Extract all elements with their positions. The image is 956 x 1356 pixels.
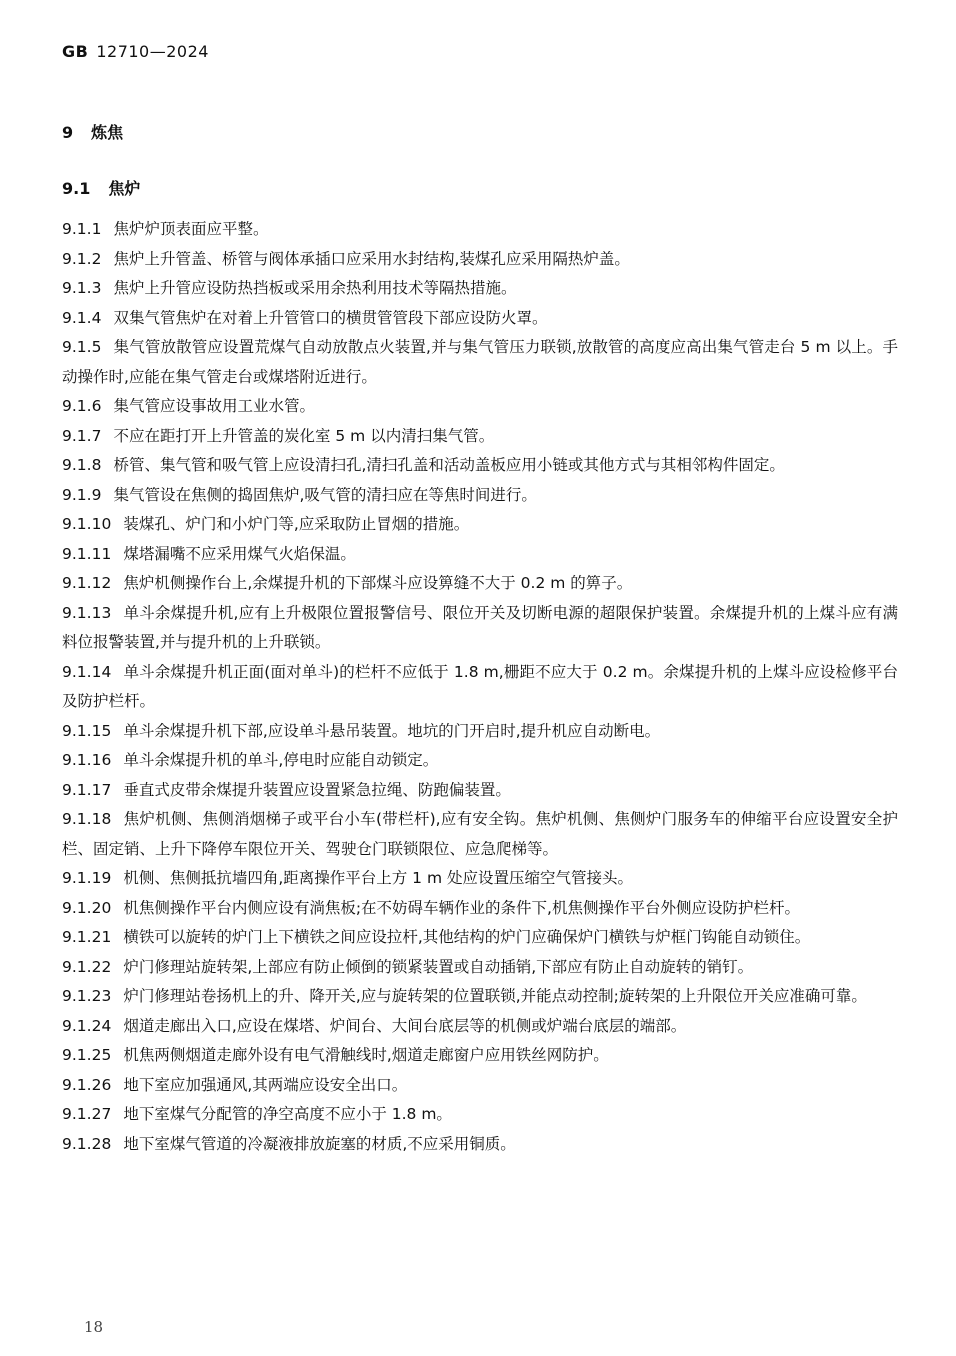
clause-text: 焦炉机侧操作台上,余煤提升机的下部煤斗应设箅缝不大于 0.2 m 的箅子。 bbox=[123, 574, 633, 592]
clause-number: 9.1.15 bbox=[62, 721, 112, 740]
clause-item bbox=[62, 746, 898, 776]
clause-text: 机侧、焦侧抵抗墙四角,距离操作平台上方 1 m 处应设置压缩空气管接头。 bbox=[123, 869, 633, 887]
clause-item bbox=[62, 333, 898, 392]
clause-number: 9.1.19 bbox=[62, 869, 112, 887]
clause-text: 焦炉上升管盖、桥管与阀体承插口应采用水封结构,装煤孔应采用隔热炉盖。 bbox=[113, 249, 630, 268]
clause-item bbox=[62, 1100, 898, 1130]
clause-number: 9.1.9 bbox=[62, 485, 102, 504]
clause-text: 装煤孔、炉门和小炉门等,应采取防止冒烟的措施。 bbox=[123, 515, 470, 533]
chapter-heading bbox=[62, 120, 123, 143]
clause-number: 9.1.27 bbox=[62, 1105, 112, 1123]
standard-prefix: GB bbox=[62, 42, 89, 61]
clause-number: 9.1.1 bbox=[62, 220, 102, 238]
clause-text: 单斗余煤提升机的单斗,停电时应能自动锁定。 bbox=[123, 751, 439, 769]
clause-text: 煤塔漏嘴不应采用煤气火焰保温。 bbox=[123, 544, 356, 563]
clause-number: 9.1.14 bbox=[62, 662, 112, 681]
clause-text: 双集气管焦炉在对着上升管管口的横贯管管段下部应设防火罩。 bbox=[113, 308, 548, 327]
clause-text: 炉门修理站旋转架,上部应有防止倾倒的锁紧装置或自动插销,下部应有防止自动旋转的销钉。 bbox=[123, 957, 754, 976]
clause-number: 9.1.8 bbox=[62, 456, 102, 474]
clause-item bbox=[62, 215, 898, 245]
clause-text: 桥管、集气管和吸气管上应设清扫孔,清扫孔盖和活动盖板应用小链或其他方式与其相邻构件固定。 bbox=[113, 456, 785, 474]
clause-item bbox=[62, 540, 898, 570]
chapter-title: 炼焦 bbox=[91, 123, 124, 142]
clause-text: 地下室煤气分配管的净空高度不应小于 1.8 m。 bbox=[123, 1105, 452, 1123]
clause-number: 9.1.5 bbox=[62, 338, 102, 356]
clause-text: 横铁可以旋转的炉门上下横铁之间应设拉杆,其他结构的炉门应确保炉门横铁与炉框门钩能自动锁住。 bbox=[123, 928, 811, 946]
clause-text: 单斗余煤提升机,应有上升极限位置报警信号、限位开关及切断电源的超限保护装置。余煤提升机的上煤斗应有满料位报警装置,并与提升机的上升联锁。 bbox=[62, 603, 898, 651]
clause-number: 9.1.26 bbox=[62, 1075, 112, 1094]
clause-text: 不应在距打开上升管盖的炭化室 5 m 以内清扫集气管。 bbox=[113, 426, 495, 445]
page-number: 18 bbox=[84, 1318, 104, 1336]
clause-item bbox=[62, 599, 898, 658]
clause-number: 9.1.6 bbox=[62, 397, 102, 415]
clause-number: 9.1.25 bbox=[62, 1046, 112, 1064]
clause-item bbox=[62, 1130, 898, 1160]
clause-number: 9.1.17 bbox=[62, 780, 112, 799]
clause-item bbox=[62, 510, 898, 540]
clause-number: 9.1.28 bbox=[62, 1134, 112, 1153]
clause-item bbox=[62, 481, 898, 511]
clause-number: 9.1.16 bbox=[62, 751, 112, 769]
clause-item bbox=[62, 274, 898, 304]
clause-item bbox=[62, 982, 898, 1012]
clause-text: 集气管放散管应设置荒煤气自动放散点火装置,并与集气管压力联锁,放散管的高度应高出集气管走台 5 m 以上。手动操作时,应能在集气管走台或煤塔附近进行。 bbox=[62, 338, 898, 386]
clause-item bbox=[62, 422, 898, 452]
clause-number: 9.1.11 bbox=[62, 544, 112, 563]
clause-number: 9.1.23 bbox=[62, 987, 112, 1005]
clause-text: 烟道走廊出入口,应设在煤塔、炉间台、大间台底层等的机侧或炉端台底层的端部。 bbox=[123, 1016, 687, 1035]
clause-text: 焦炉上升管应设防热挡板或采用余热利用技术等隔热措施。 bbox=[113, 279, 517, 297]
clause-text: 垂直式皮带余煤提升装置应设置紧急拉绳、防跑偏装置。 bbox=[123, 780, 511, 799]
clause-text: 单斗余煤提升机下部,应设单斗悬吊装置。地坑的门开启时,提升机应自动断电。 bbox=[123, 721, 661, 740]
section-number: 9.1 bbox=[62, 179, 91, 198]
clause-text: 集气管应设事故用工业水管。 bbox=[113, 397, 315, 415]
clause-text: 机焦两侧烟道走廊外设有电气滑触线时,烟道走廊窗户应用铁丝网防护。 bbox=[123, 1046, 609, 1064]
clause-item bbox=[62, 569, 898, 599]
clause-number: 9.1.4 bbox=[62, 308, 102, 327]
clause-item bbox=[62, 717, 898, 747]
clause-number: 9.1.7 bbox=[62, 426, 102, 445]
clause-item bbox=[62, 894, 898, 924]
clause-number: 9.1.18 bbox=[62, 810, 112, 828]
clause-number: 9.1.10 bbox=[62, 515, 112, 533]
clause-number: 9.1.22 bbox=[62, 957, 112, 976]
standard-code: 12710—2024 bbox=[96, 42, 209, 61]
clause-text: 地下室煤气管道的冷凝液排放旋塞的材质,不应采用铜质。 bbox=[123, 1134, 516, 1153]
clause-number: 9.1.3 bbox=[62, 279, 102, 297]
document-header bbox=[62, 42, 209, 61]
clause-item bbox=[62, 864, 898, 894]
clause-number: 9.1.2 bbox=[62, 249, 102, 268]
clause-number: 9.1.20 bbox=[62, 898, 112, 917]
section-heading bbox=[62, 176, 140, 199]
clause-text: 机焦侧操作平台内侧应设有淌焦板;在不妨碍车辆作业的条件下,机焦侧操作平台外侧应设防护栏杆。 bbox=[123, 898, 800, 917]
clause-item bbox=[62, 1041, 898, 1071]
clause-item bbox=[62, 776, 898, 806]
clause-list bbox=[62, 215, 898, 1159]
clause-text: 炉门修理站卷扬机上的升、降开关,应与旋转架的位置联锁,并能点动控制;旋转架的上升限位开关应准确可靠。 bbox=[123, 987, 867, 1005]
section-title: 焦炉 bbox=[108, 179, 141, 198]
clause-number: 9.1.12 bbox=[62, 574, 112, 592]
clause-text: 焦炉机侧、焦侧消烟梯子或平台小车(带栏杆),应有安全钩。焦炉机侧、焦侧炉门服务车的伸缩平台应设置安全护栏、固定销、上升下降停车限位开关、驾驶仓门联锁限位、应急爬梯等。 bbox=[62, 810, 898, 858]
clause-number: 9.1.24 bbox=[62, 1016, 112, 1035]
clause-item bbox=[62, 923, 898, 953]
clause-item bbox=[62, 953, 898, 983]
clause-text: 集气管设在焦侧的捣固焦炉,吸气管的清扫应在等焦时间进行。 bbox=[113, 485, 537, 504]
clause-item bbox=[62, 304, 898, 334]
clause-item bbox=[62, 658, 898, 717]
clause-item bbox=[62, 451, 898, 481]
clause-text: 地下室应加强通风,其两端应设安全出口。 bbox=[123, 1075, 408, 1094]
clause-number: 9.1.13 bbox=[62, 603, 112, 622]
clause-item bbox=[62, 245, 898, 275]
chapter-number: 9 bbox=[62, 123, 74, 142]
clause-number: 9.1.21 bbox=[62, 928, 112, 946]
clause-text: 焦炉炉顶表面应平整。 bbox=[113, 220, 269, 238]
clause-text: 单斗余煤提升机正面(面对单斗)的栏杆不应低于 1.8 m,栅距不应大于 0.2 m。余煤提升机的上煤斗应设检修平台及防护栏杆。 bbox=[62, 662, 898, 710]
clause-item bbox=[62, 1012, 898, 1042]
clause-item bbox=[62, 1071, 898, 1101]
clause-item bbox=[62, 392, 898, 422]
clause-item bbox=[62, 805, 898, 864]
